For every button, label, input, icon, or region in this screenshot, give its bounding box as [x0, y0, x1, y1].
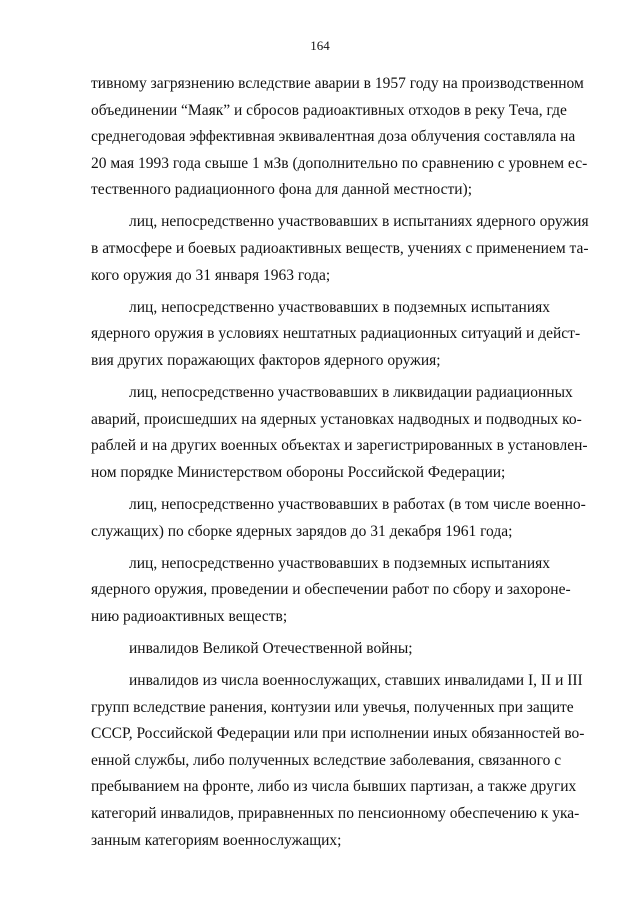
page-number: 164 — [310, 38, 330, 53]
text-line: 20 мая 1993 года свыше 1 мЗв (дополнительно по сравнению с уровнем ес- — [91, 154, 588, 172]
paragraph — [91, 636, 550, 663]
text-line: ядерного оружия в условиях нештатных радиационных ситуаций и дейст- — [91, 325, 581, 343]
text-line: тивному загрязнению вследствие аварии в 1957 году на производственном — [91, 75, 584, 92]
text-line: вия других поражающих факторов ядерного оружия; — [91, 351, 441, 369]
text-line: лиц, непосредственно участвовавших в испытаниях ядерного оружия — [129, 213, 589, 231]
text-line: среднегодовая эффективная эквивалентная доза облучения составляла на — [91, 128, 576, 146]
paragraph — [91, 551, 571, 631]
text-line: занным категориям военнослужащих; — [91, 831, 342, 849]
text-line: служащих) по сборке ядерных зарядов до 31 декабря 1961 года; — [91, 522, 513, 540]
paragraph — [91, 492, 586, 545]
text-line: инвалидов из числа военнослужащих, ставших инвалидами I, II и III — [129, 671, 583, 689]
text-line: енной службы, либо полученных вследствие заболевания, связанного с — [91, 751, 562, 769]
paragraph — [91, 71, 588, 204]
text-line: лиц, непосредственно участвовавших в работах (в том числе военно- — [129, 495, 586, 513]
text-line: пребыванием на фронте, либо из числа бывших партизан, а также других — [91, 778, 577, 796]
text-line: инвалидов Великой Отечественной войны; — [129, 639, 413, 657]
paragraph — [91, 380, 588, 486]
paragraph — [91, 668, 585, 854]
paragraph — [91, 209, 589, 289]
text-line: лиц, непосредственно участвовавших в подземных испытаниях — [129, 298, 550, 316]
text-line: лиц, непосредственно участвовавших в подземных испытаниях — [129, 554, 550, 572]
text-line: ядерного оружия, проведении и обеспечении работ по сбору и захороне- — [91, 581, 571, 599]
text-line: групп вследствие ранения, контузии или увечья, полученных при защите — [91, 698, 574, 716]
text-line: нию радиоактивных веществ; — [91, 607, 288, 625]
text-line: тественного радиационного фона для данной местности); — [91, 181, 473, 199]
text-line: ном порядке Министерством обороны Российской Федерации; — [91, 463, 506, 481]
text-line: в атмосфере и боевых радиоактивных веществ, учениях с применением та- — [91, 240, 589, 258]
text-line: аварий, происшедших на ядерных установках надводных и подводных ко- — [91, 410, 582, 428]
paragraph — [91, 295, 581, 375]
document-body — [91, 71, 589, 860]
text-line: СССР, Российской Федерации или при исполнении иных обязанностей во- — [91, 725, 585, 743]
text-line: кого оружия до 31 января 1963 года; — [91, 266, 331, 284]
text-line: категорий инвалидов, приравненных по пенсионному обеспечению к ука- — [91, 804, 580, 822]
text-line: объединении “Маяк” и сбросов радиоактивных отходов в реку Теча, где — [91, 101, 567, 119]
text-line: раблей и на других военных объектах и зарегистрированных в установлен- — [91, 437, 588, 455]
text-line: лиц, непосредственно участвовавших в ликвидации радиационных — [129, 384, 573, 402]
